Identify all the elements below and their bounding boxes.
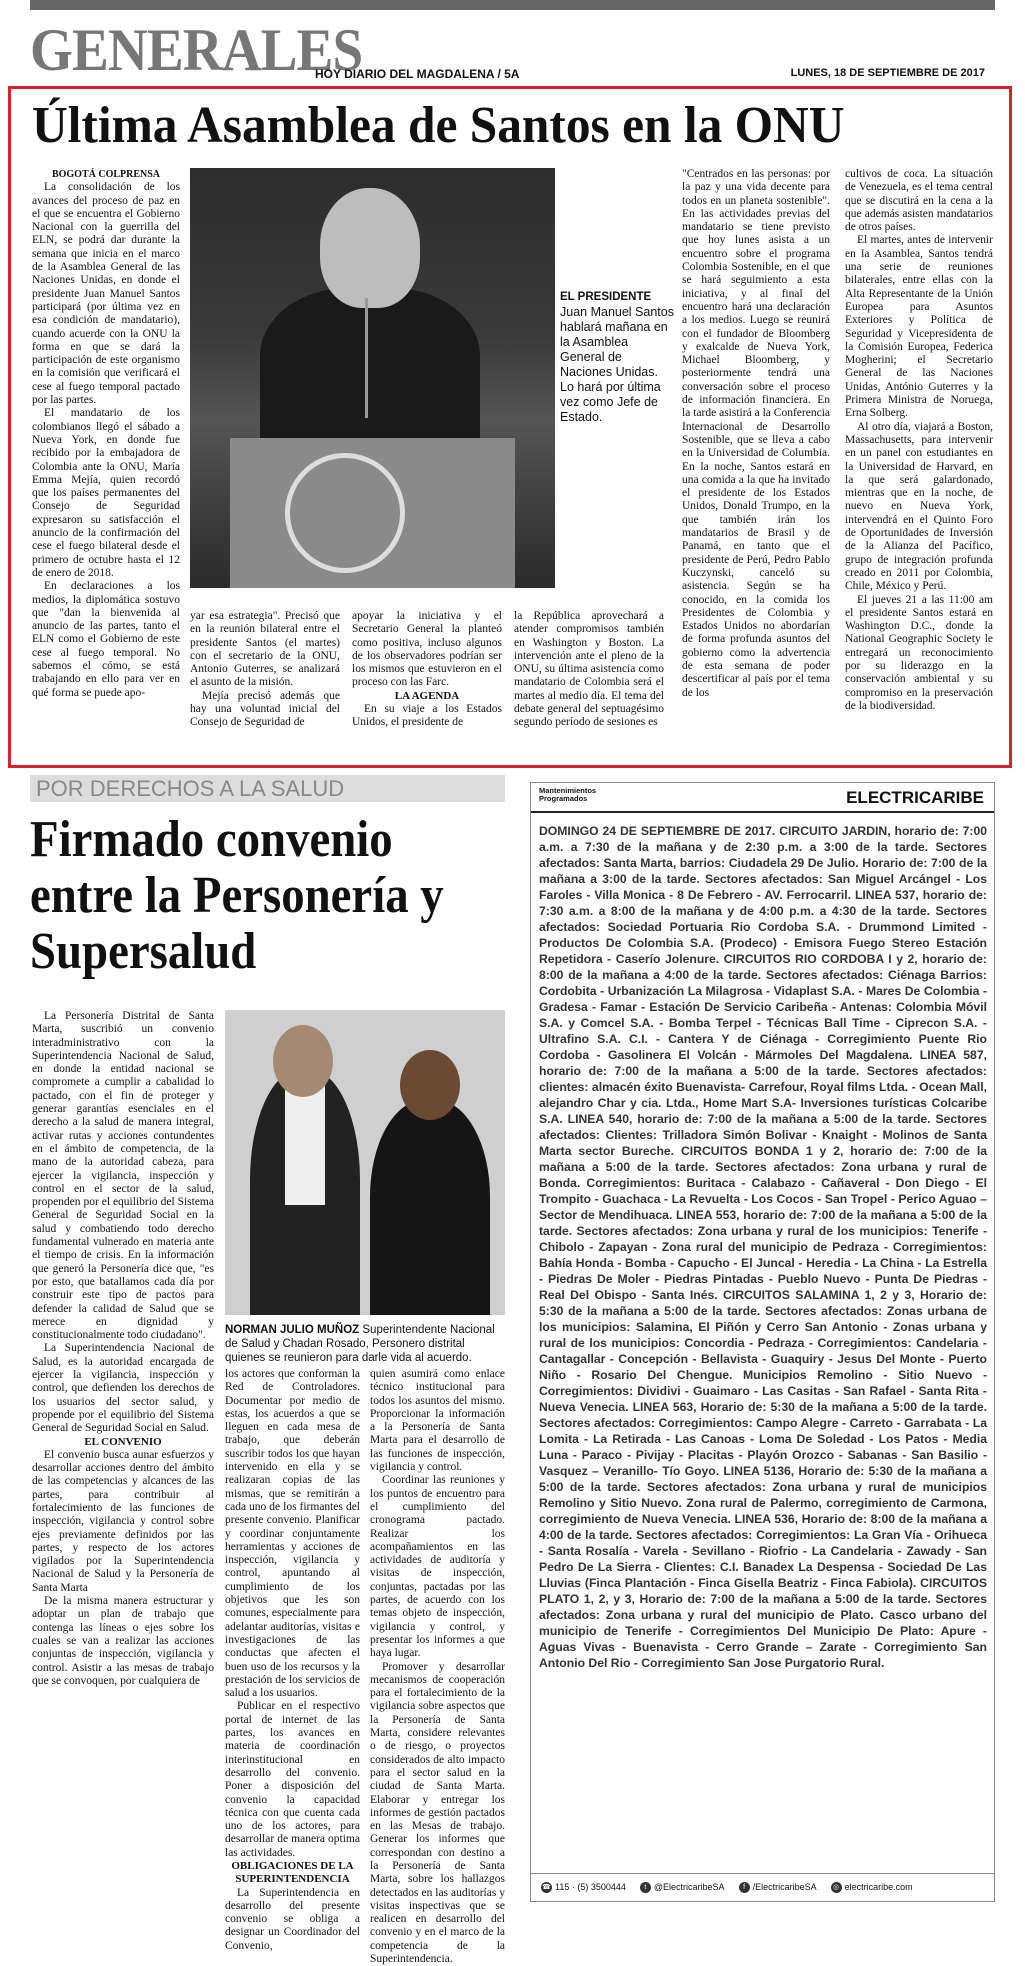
- article1-col5: [682, 168, 830, 700]
- paragraph: Al otro día, viajará a Boston, Massachusetts, para intervenir en un panel con estudiantes en la Universidad de Harvard, en la que será galardonado, mientras que en la noche, de nuevo en Nueva York, intervendrá en el Quinto Foro de Oportunidades de Inversión de la Alianza del Pacífico, grupo de integración profunda creado en 2011 por Colombia, Chile, México y Perú.: [845, 420, 993, 593]
- phone-icon: ☎: [542, 1884, 551, 1892]
- notice-body: DOMINGO 24 DE SEPTIEMBRE DE 2017. CIRCUITO JARDIN, horario de: 7:00 a.m. a 7:30 de la mañana y de 2:30 p.m. a 3:00 de la tarde. Sectores afectados: Santa Marta, barrios: Ciudadela 29 De Julio. Horario de: 7:00 de la mañana a 3:00 de la tarde. Sectores afectados: San Miguel Arcángel - Los Faroles - Villa Monica - 8 De Febrero - AV. Ferrocarril. LINEA 537, horario de: 7:30 a.m. a 8:00 de la mañana y de 4:00 p.m. a 4:30 de la tarde. Sectores afectados: Sociedad Portuaria Rio Cordoba S.A. - Drummond Limited - Productos De Colombia S.A. (Prodeco) - Emisora Fuego Stereo Estación Repetidora - Caserío Jolenure. CIRCUITOS RIO CORDOBA I y 2, horario de: 8:00 de la mañana a 4:00 de la tarde. Sectores afectados: Ciénaga Barrios: Cordobita - Urbanización La Milagrosa - Vidaplast S.A. - Mares De Colombia - Gradesa - Famar - Estación De Servicio Caribeña - Antenas: Colombia Móvil S.A. y Comcel S.A. - Bomba Terpel - Técnicas Ball Time - Ciprecon S.A. - Ultrafino S.A. C.I. - Cantera Y de Ciénaga - Corregimiento Puente Rio Cordoba - Gasolinera El Volcán - Mármoles Del Magdalena. LINEA 587, horario de: 7:00 de la mañana a 5:00 de la tarde. Sectores afectados: clientes: almacén éxito Buenavista- Carrefour, Royal films Ltda. - Ocean Mall, alejandro Char y cia. Ltda., Home Mart S.A- Inversiones turísticas Colcaribe S.A. LINEA 540, horario de: 7:00 de la mañana a 5:00 de la tarde. Sectores afectados: Clientes: Trilladora Simón Bolivar - Knaight - Molinos de Santa Marta sector Bureche. CIRCUITOS BONDA 1 y 2, horario de: 7:00 de la mañana a 5:00 de la tarde. Sectores afectados: Zona urbana y rural de Bonda. Corregimientos: Buritaca - Calabazo - Cañaveral - Don Diego - El Trompito - Guachaca - La Revuelta - Los Cocos - San Tropel - Perico Aguao – Sector de Mendihuaca. LINEA 553, horario de: 7:00 de la mañana a 5:00 de la tarde. Sectores afectados: Zona urbana y rural de los municipios: Tenerife - Chibolo - Zapayan - Zona rural del municipio de Pedraza - Corregimientos: Bahía Honda - Bomba - Capucho - El Juncal - Heredia - La China - La Estrella - Piedras De Moler - Piedras Pintadas - Pueblo Nuevo - Punta De Piedras - Real Del Obispo - Santa Inés. CIRCUITOS SALAMINA 1, 2 y 3, Horario de: 5:30 de la mañana a 5:00 de la tarde. Sectores afectados: Zonas urbana de los municipios: Salamina, El Piñón y Cerro San Antonio - Zonas urbana y rural de los municipios: Concordia - Pedraza - Corregimientos: Candelaria - Cantagallar - Concepción - Bellavista - Guaquiry - Jesus Del Monte - Puerto Niño - Rosario Del Chengue. Municipios Remolino - Sitio Nuevo - Corregimientos: Dividivi - Guaimaro - Las Casitas - San Rafael - Santa Rita - Nueva Venecia. LINEA 563, Horario de: 5:30 de la mañana a 5:00 de la tarde. Sectores afectados: Corregimientos: Campo Alegre - Carreto - Garrabata - La Lomita - La Retirada - Las Canoas - Loma De Soledad - Los Patos - Media Luna - Paraco - Pivijay - Placitas - Playón Orozco - Sabanas - San Basilio - Vasquez – Veranillo- Tío Goyo. LINEA 5136, Horario de: 5:30 de la mañana a 5:00 de la tarde. Sectores afectados: Zona urbana y rural de municipios Remolino y Sitio Nuevo. Zona rural de Palermo, corregimiento de Carmona, corregimiento de Nueva Venecia. LINEA 536, Horario de: 8:00 de la mañana a 4:00 de la tarde. Sectores afectados: Corregimientos: La Gran Vía - Orihueca - Santa Rosalía - Varela - Sevillano - Riofrio - La Candelaria - Zawady - San Pedro De La Sierra - Clientes: C.I. Banadex La Despensa - Sociedad De Las Lluvias (Finca Plantación - Finca Gisella Beatriz - Finca Fabiola). CIRCUITOS PLATO 1, 2, y 3, Horario de: 7:00 de la mañana a 5:00 de la tarde. Sectores afectados: Zona urbana y rural del municipio de Plato. Casco urbano del municipio de Tenerife - Corregimientos Del Municipio De Plato: Apure - Aguas Vivas - Buenavista - Cerro Grande – Zarate - Corregimiento San Antonio Del Rio - Corregimiento San Jose Purgatorio Rural.: [539, 824, 987, 1670]
- paragraph: En declaraciones a los medios, la diplomática sostuvo que "dan la bienvenida al anuncio de las partes, tanto el ELN como el Gobierno de este cese al fuego temporal. No sabemos el cómo, se está trabajando en ello para ver en qué forma se puede apo-: [32, 580, 180, 699]
- paragraph: La Superintendencia Nacional de Salud, es la autoridad encargada de ejercer la vigilancia, inspección y control, que defienden los derechos de los usuarios del sector salud, y propende por el equilibrio del Sistema General de Seguridad Social en Salud.: [32, 1342, 214, 1435]
- officials-photo: [225, 1010, 505, 1315]
- facebook-icon: f: [739, 1882, 750, 1893]
- paragraph: Promover y desarrollar mecanismos de cooperación para el fortalecimiento de la vigilancia sobre aspectos que la Personería de Santa Marta, considere relevantes o de riesgo, o proyectos considerados de alto impacto para el sector salud en la ciudad de Santa Marta. Elaborar y entregar los informes de gestión pactados en las Mesas de trabajo. Generar los informes que correspondan con destino a la Personería de Santa Marta, sobre los hallazgos detectados en las auditorías y visitas inspectivas que se realicen en desarrollo del convenio y en el marco de la competencia de la Superintendencia.: [370, 1660, 505, 1966]
- article1-col1: [32, 168, 180, 700]
- paragraph: La consolidación de los avances del proceso de paz en el que se encuentra el Gobierno Nacional con la guerrilla del ELN, se podrá dar durante la semana que inicia en el marco de la Asamblea General de las Naciones Unidas, en donde el presidente Juan Manuel Santos participará (por última vez en esa condición de mandatario), cuando acuerde con la ONU la forma en que se dará la participación de este organismo en la comisión que verificará el cese al fuego temporal pactado por las partes.: [32, 181, 180, 407]
- paragraph: La Personería Distrital de Santa Marta, suscribió un convenio interadministrativo con la Superintendencia Nacional de Salud, en donde la entidad nacional se compromete a cumplir a cabalidad lo pactado, con el fin de proteger y generar garantías esenciales en el derecho a la salud de manera integral, activar rutas y acciones contundentes en el ámbito de competencia, de la mano de la autoridad cabeza, para ejercer la vigilancia, inspección y control en el sector de la salud, propenden por el equilibrio del Sistema General de Seguridad Social en la salud y combatiendo todo derecho fundamental vulnerado en materia ante el tiempo de crisis. En la información que generó la Personería dice que, "es por esto, que batallamos cada día por construir este tipo de pactos para defender la calidad de Salud que se merece en dignidad y constitucionalmente todo ciudadano".: [32, 1010, 214, 1342]
- paragraph: El jueves 21 a las 11:00 am el presidente Santos estará en Washington D.C., donde la National Geographic Society le entregará un reconocimiento por su liderazgo en la conservación ambiental y su compromiso en la preservación de la biodiversidad.: [845, 593, 993, 712]
- paragraph: la República aprovechará a atender compromisos también en Washington y Boston. La intervención ante el pleno de la ONU, su última asistencia como mandatario de Colombia será el martes al medio día. El tema del debate general del septuagésimo segundo período de sesiones es: [514, 610, 664, 729]
- subheading: EL CONVENIO: [84, 1435, 162, 1448]
- caption-title: EL PRESIDENTE: [560, 291, 652, 303]
- twitter-icon: t: [640, 1882, 651, 1893]
- section-title: GENERALES: [30, 17, 363, 83]
- caption-text: Superintendente Nacional de Salud y Chadan Rosado, Personero distrital quienes se reunieron para darle vida al acuerdo.: [225, 1324, 495, 1364]
- paragraph: Mejía precisó además que hay una voluntad inicial del Consejo de Seguridad de: [190, 689, 340, 729]
- paragraph: De la misma manera estructurar y adoptar un plan de trabajo que contenga las líneas o ejes sobre los cuales se van a realizar las acciones conjuntas de inspección, vigilancia y control. Asistir a las mesas de trabajo que se convoquen, por cualquiera de: [32, 1595, 214, 1687]
- santos-photo: [190, 168, 555, 588]
- notice-footer: [531, 1873, 994, 1901]
- electricaribe-notice: [530, 782, 995, 1902]
- byline: BOGOTÁ COLPRENSA: [51, 169, 161, 180]
- facebook-contact: f /ElectricaribeSA: [739, 1882, 817, 1893]
- paragraph: Coordinar las reuniones y los puntos de encuentro para el cumplimiento del cronograma pactado. Realizar los acompañamientos en las actividades de auditoría y visitas de inspección, conjuntas, pactadas por las partes, de acuerdo con los temas objeto de inspección, vigilancia y control, y presentar los informes a que haya lugar.: [370, 1474, 505, 1660]
- paragraph: quien asumirá como enlace técnico institucional para todos los asuntos del mismo. Proporcionar la información a la Personería de Santa Marta para el desarrollo de las funciones de inspección, vigilancia y control.: [370, 1368, 505, 1474]
- notice-tag: Mantenimientos Programados: [539, 786, 597, 803]
- paragraph: Publicar en el respectivo portal de internet de las partes, los avances en materia de coordinación interinstitucional en desarrollo del convenio. Poner a disposición del convenio la capacidad técnica con que cuenta cada uno de los actores, para desarrollar de manera optima las actividades.: [225, 1700, 360, 1859]
- article1-col3: [352, 610, 502, 730]
- article1-col2: [190, 610, 340, 730]
- publication-date: LUNES, 18 DE SEPTIEMBRE DE 2017: [790, 67, 985, 79]
- paragraph: La Superintendencia en desarrollo del presente convenio se obliga a designar un Coordinador del Convenio,: [225, 1886, 360, 1952]
- twitter-contact: t @ElectricaribeSA: [640, 1882, 725, 1893]
- paragraph: los actores que conforman la Red de Controladores. Documentar por medio de estas, los acuerdos a que se lleguen en cada mesa de trabajo, que deberán suscribir todos los que hayan intervenido en ella y se realizaran copias de las mismas, que se remitirán a cada uno de los firmantes del presente convenio. Planificar y coordinar conjuntamente herramientas y acciones de inspección, vigilancia y control, apuntando al cumplimiento de los objetivos que les son comunes, especialmente para adelantar auditorías, visitas e investigaciones de las conductas que afecten el buen uso de los recursos y la prestación de los servicios de salud a los usuarios.: [225, 1368, 360, 1700]
- notice-header: [531, 783, 994, 813]
- notice-brand: ELECTRICARIBE: [846, 788, 984, 807]
- paragraph: cultivos de coca. La situación de Venezuela, es el tema central que se discutirá en la cena a la que además asisten mandatarios de otros países.: [845, 168, 993, 234]
- article2-col1: [32, 1010, 214, 1688]
- photo-caption: [560, 290, 675, 425]
- globe-icon: ◎: [831, 1882, 842, 1893]
- article1-col4: [514, 610, 664, 730]
- subheading: OBLIGACIONES DE LA SUPERINTENDENCIA: [231, 1859, 354, 1886]
- article2-col3: [370, 1368, 505, 1966]
- paragraph: El mandatario de los colombianos llegó el sábado a Nueva York, en donde fue recibido por la embajadora de Colombia ante la ONU, María Emma Mejía, quien recordó que los países permanentes del Consejo de Seguridad expresaron su satisfacción el anuncio de la confirmación del cese el fuego bilateral desde el primero de octubre hasta el 12 de enero de 2018.: [32, 407, 180, 579]
- paragraph: yar esa estrategia". Precisó que en la reunión bilateral entre el presidente Santos (el martes) con el secretario de la ONU, Antonio Guterres, se analizará el asunto de la misión.: [190, 610, 340, 689]
- article2-col2: [225, 1368, 360, 1953]
- article2-section: POR DERECHOS A LA SALUD: [30, 775, 505, 802]
- paragraph: apoyar la iniciativa y el Secretario General la planteó como positiva, incluso algunos de los observadores podrían ser los mismos que estuvieron en el proceso con las Farc.: [352, 610, 502, 689]
- article1-headline: Última Asamblea de Santos en la ONU: [32, 97, 845, 154]
- subheading: LA AGENDA: [394, 689, 460, 702]
- article1-col6: [845, 168, 993, 713]
- paper-name: HOY DIARIO DEL MAGDALENA / 5A: [315, 67, 520, 81]
- paragraph: En su viaje a los Estados Unidos, el presidente de: [352, 703, 502, 729]
- paragraph: "Centrados en las personas: por la paz y una vida decente para todos en un planeta sostenible". En las actividades previas del mandatario se tiene previsto que hoy lunes asista a un encuentro sobre el programa Colombia Sostenible, en el que se hará seguimiento a esta iniciativa, y al final del encuentro hará una declaración a los medios. Luego se reunirá con el fundador de Bloomberg y exalcalde de Nueva York, Michael Bloomberg, y posteriormente tendrá una conversación sobre el proceso de información financiera. En la tarde asistirá a la Conferencia Internacional de Desarrollo Sostenible, que se lleva a cabo en la Universidad de Columbia. En la noche, Santos estará en una comida a la que ha invitado el presidente de los Estados Unidos, Donald Trumpo, en la que también irán los mandatarios de Brasil y de Panamá, en tanto que el presidente de Perú, Pedro Pablo Kuczynski, canceló su asistencia. Según se ha conocido, en la comida los Presidentes de Colombia y Estados Unidos no abordarían de forma profunda asuntos del gobierno como la advertencia de esta semana de poder descertificar al país por el tema de los: [682, 168, 830, 699]
- photo-caption: [225, 1323, 505, 1365]
- caption-name: NORMAN JULIO MUÑOZ: [225, 1324, 360, 1336]
- web-contact: ◎ electricaribe.com: [831, 1882, 913, 1893]
- phone-contact: ☎ 115 · (5) 3500444: [542, 1881, 626, 1892]
- caption-text: Juan Manuel Santos hablará mañana en la Asamblea General de Naciones Unidas. Lo hará por última vez como Jefe de Estado.: [560, 305, 674, 424]
- article2-headline: Firmado convenio entre la Personería y Supersalud: [30, 811, 444, 980]
- paragraph: El convenio busca aunar esfuerzos y desarrollar acciones dentro del ámbito de las competencias y alcances de las partes, para contribuir al fortalecimiento de las funciones de inspección, vigilancia y control sobre ejes previamente definidos por las partes, y respecto de los actores vigilados por la Superintendencia Nacional de Salud y la Personería de Santa Marta: [32, 1448, 214, 1594]
- top-bar: [30, 0, 995, 10]
- paragraph: El martes, antes de intervenir en la Asamblea, Santos tendrá una serie de reuniones bilaterales, entre ellas con la Alta Representante de la Unión Europea para Asuntos Exteriores y Política de Seguridad y Vicepresidenta de la Comisión Europea, Federica Mogherini; el Secretario General de las Naciones Unidas, António Guterres y la Primera Ministra de Noruega, Erna Solberg.: [845, 234, 993, 420]
